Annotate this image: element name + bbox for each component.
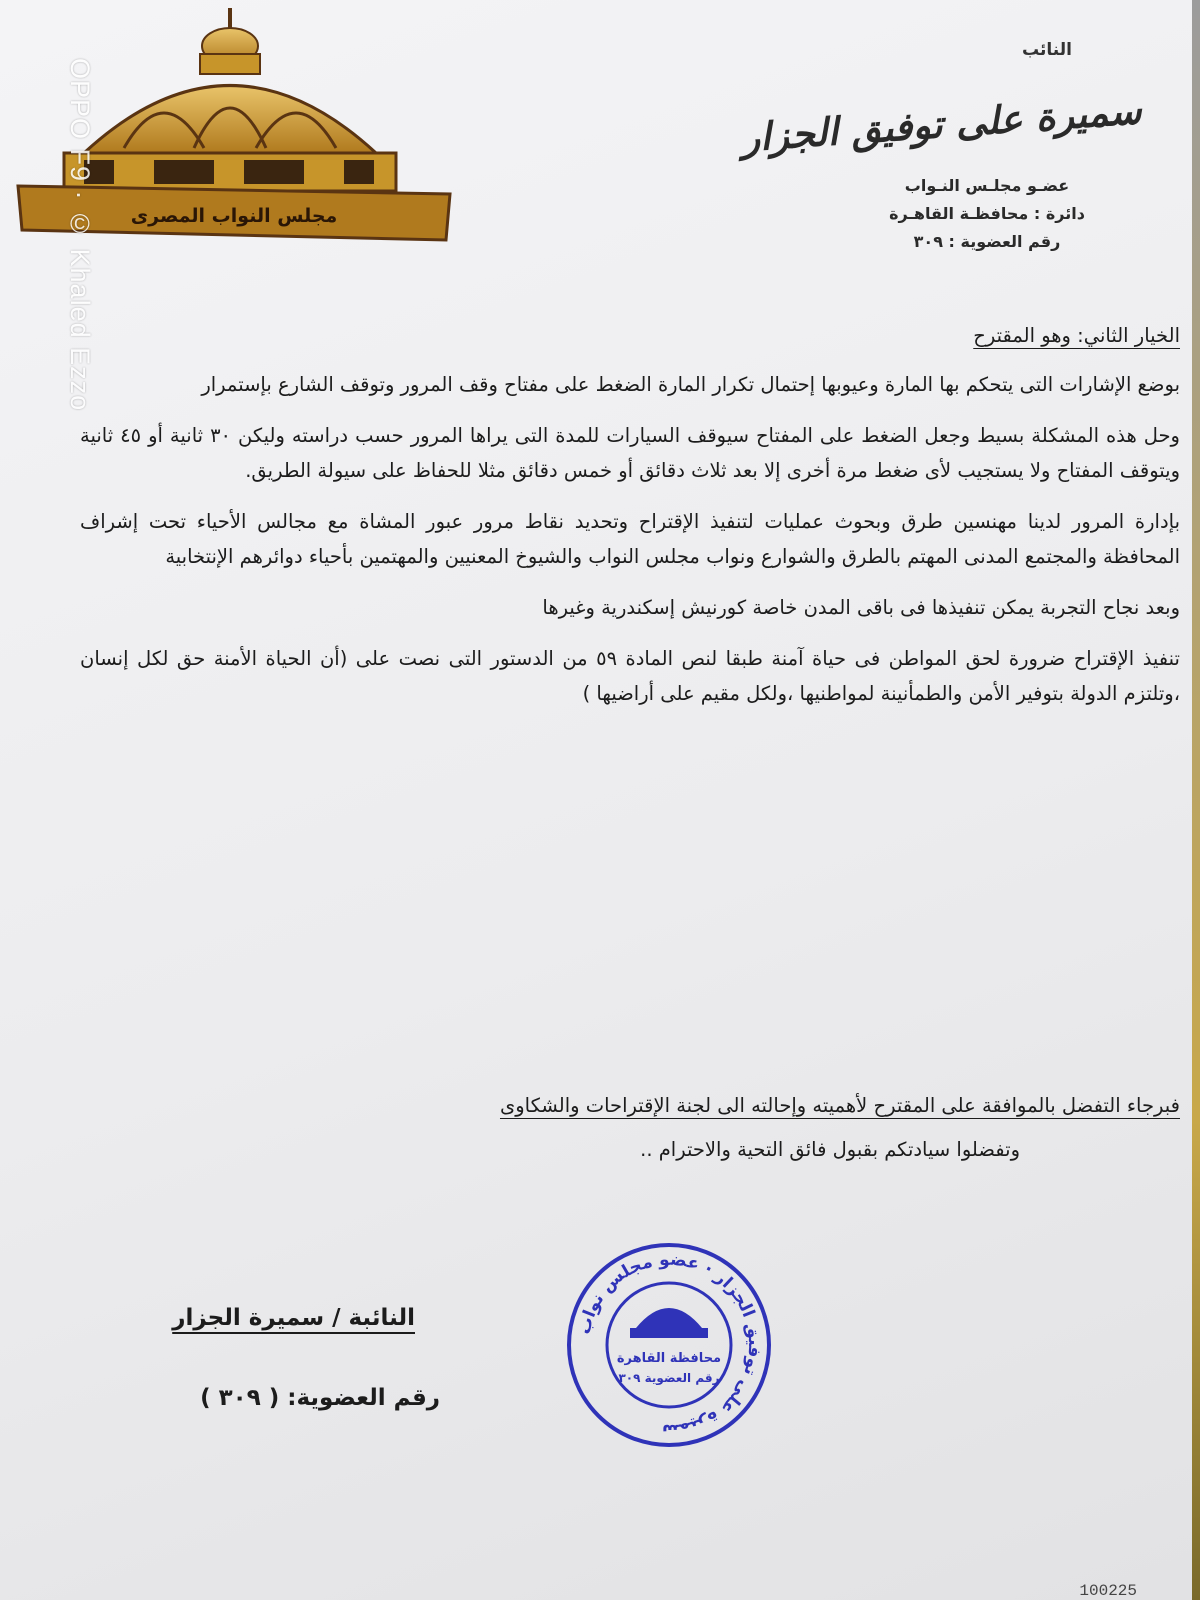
mp-role: عضـو مجلـس النـواب — [904, 176, 1070, 195]
mp-membership: رقم العضوية : ٣٠٩ — [913, 232, 1061, 251]
greeting-line: وتفضلوا سيادتكم بقبول فائق التحية والاحترام .. — [640, 1138, 1020, 1161]
mp-calligraphy-text: سميرة على توفيق الجزار — [739, 87, 1143, 161]
mp-calligraphy-name — [739, 64, 1152, 164]
paragraph-1: بوضع الإشارات التى يتحكم بها المارة وعيوبها إحتمال تكرار المارة الضغط على مفتاح وقف المرور وتوقف الشارع بإستمرار — [201, 373, 1180, 396]
letter-closing — [280, 1084, 1180, 1172]
camera-watermark: OPPO F9 · © Khaled Ezzo — [65, 58, 95, 412]
paragraph-2: وحل هذه المشكلة بسيط وجعل الضغط على المفتاح سيوقف السيارات للمدة التى يراها المرور حسب دراسته وليكن ٣٠ ثانية أو ٤٥ ثانية ويتوقف المفتاح ولا يستجيب لأى ضغط مرة أخرى إلا بعد ثلاث دقائق أو خمس دقائق مثلا للحفاظ على سيولة الطريق. — [80, 424, 1180, 482]
letter-body — [80, 318, 1180, 727]
paragraph-5: تنفيذ الإقتراح ضرورة لحق المواطن فى حياة آمنة طبقا لنص المادة ٥٩ من الدستور التى نصت على (أن الحياة الأمنة حق لكل إنسان ،وتلتزم الدولة بتوفير الأمن والطمأنينة لمواطنيها ،ولكل مقيم على أراضيها ) — [80, 647, 1180, 705]
signatory — [115, 1305, 415, 1337]
stamp-outer-text: سميرة على توفيق الجزار · عضو مجلس نواب — [574, 1249, 765, 1441]
stamp-inner-line1: محافظة القاهرة — [616, 1351, 722, 1366]
mp-district: دائرة : محافظـة القاهـرة — [889, 204, 1085, 223]
paragraph-4: وبعد نجاح التجربة يمكن تنفيذها فى باقى المدن خاصة كورنيش إسكندرية وغيرها — [542, 596, 1180, 619]
svg-text:سميرة على توفيق الجزار · عضو م — [575, 1250, 765, 1441]
mp-title: النائب — [1022, 40, 1072, 60]
mp-header — [739, 40, 1152, 256]
signatory-name: النائبة / سميرة الجزار — [172, 1305, 415, 1331]
background-edge — [1192, 0, 1200, 1600]
request-line: فبرجاء التفضل بالموافقة على المقترح لأهميته وإحالته الى لجنة الإقتراحات والشكاوى — [499, 1094, 1180, 1117]
section-heading: الخيار الثاني: وهو المقترح — [973, 324, 1180, 347]
stamp-inner-line2: رقم العضوية ٣٠٩ — [618, 1371, 720, 1385]
signatory-membership: رقم العضوية: ( ٣٠٩ ) — [200, 1385, 440, 1411]
page-footer-code: 100225 — [1079, 1582, 1137, 1600]
logo-caption: مجلس النواب المصرى — [130, 205, 338, 227]
paragraph-3: بإدارة المرور لدينا مهنسين طرق وبحوث عمليات لتنفيذ الإقتراح وتحديد نقاط مرور عبور المشاة مع مجالس الأحياء تحت إشراف المحافظة والمجتمع المدنى المهتم بالطرق والشوارع ونواب مجلس النواب والشيوخ المعنيين والمهتمين بأحياء دوائرهم الإنتخابية — [80, 510, 1180, 568]
official-stamp — [564, 1240, 774, 1450]
